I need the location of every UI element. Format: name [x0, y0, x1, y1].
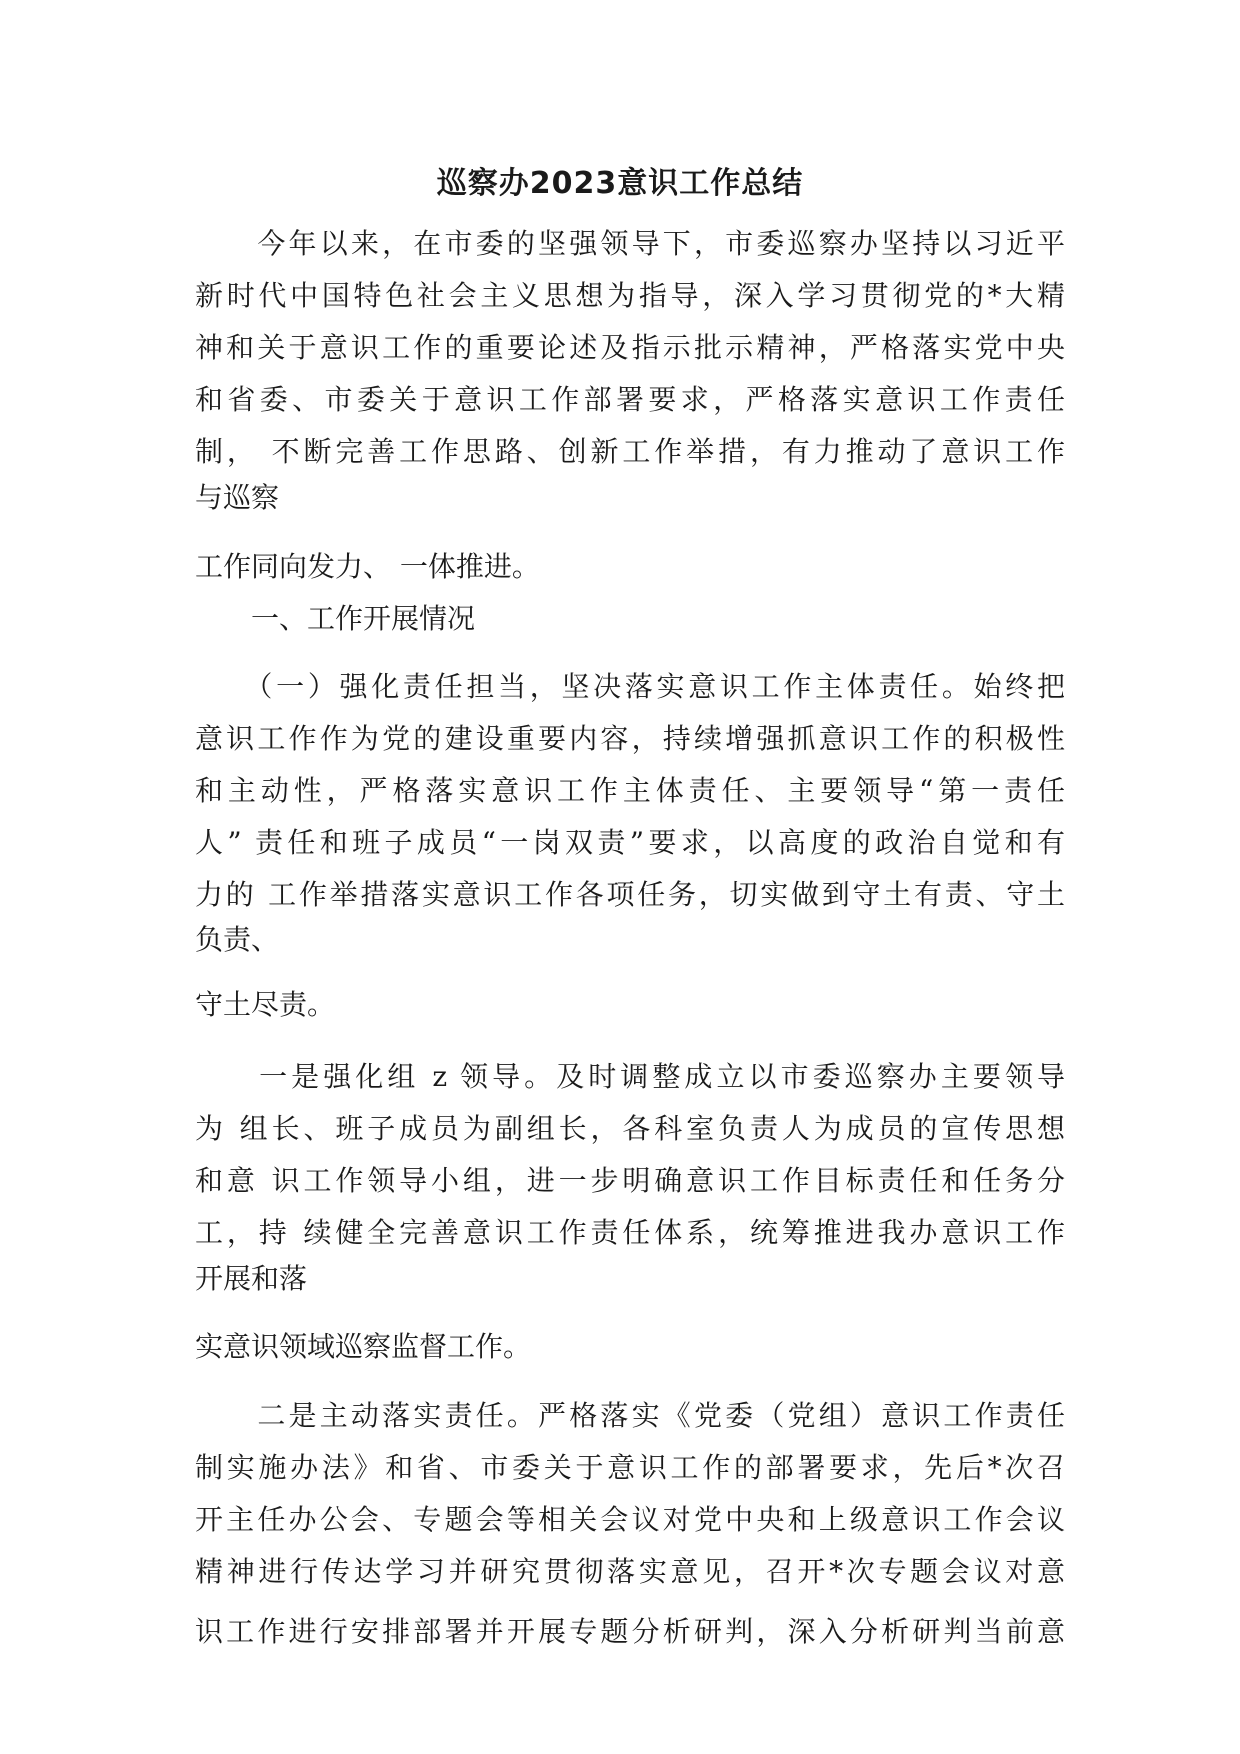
paragraph-line: 人” 责任和班子成员“一岗双责”要求，以高度的政治自觉和有 — [195, 826, 1065, 859]
paragraph-line: 力的 工作举措落实意识工作各项任务，切实做到守土有责、守土 — [195, 878, 1065, 911]
paragraph-line: 开主任办公会、专题会等相关会议对党中央和上级意识工作会议 — [195, 1503, 1065, 1536]
paragraph-line: 和省委、市委关于意识工作部署要求，严格落实意识工作责任 — [195, 383, 1065, 416]
paragraph-line: 开展和落 — [195, 1262, 308, 1295]
paragraph-line: 和意 识工作领导小组，进一步明确意识工作目标责任和任务分 — [195, 1164, 1065, 1197]
paragraph-line: 为 组长、班子成员为副组长，各科室负责人为成员的宣传思想 — [195, 1112, 1065, 1145]
paragraph-line: 实意识领域巡察监督工作。 — [195, 1330, 532, 1363]
paragraph-line: （一）强化责任担当，坚决落实意识工作主体责任。始终把 — [195, 670, 1065, 703]
paragraph-line: 制， 不断完善工作思路、创新工作举措，有力推动了意识工作 — [195, 435, 1065, 468]
paragraph-line: 神和关于意识工作的重要论述及指示批示精神，严格落实党中央 — [195, 331, 1065, 364]
paragraph-line: 工作同向发力、 一体推进。 — [195, 550, 540, 583]
paragraph-line: 新时代中国特色社会主义思想为指导，深入学习贯彻党的*大精 — [195, 279, 1065, 312]
paragraph-line: 今年以来，在市委的坚强领导下，市委巡察办坚持以习近平 — [195, 227, 1065, 260]
paragraph-line: 和主动性，严格落实意识工作主体责任、主要领导“第一责任 — [195, 774, 1065, 807]
document-title: 巡察办2023意识工作总结 — [436, 166, 804, 201]
paragraph-line: 守土尽责。 — [195, 988, 336, 1021]
paragraph-line: 与巡察 — [195, 481, 280, 514]
paragraph-line: 负责、 — [195, 923, 280, 956]
paragraph-line: 工，持 续健全完善意识工作责任体系，统筹推进我办意识工作 — [195, 1216, 1065, 1249]
paragraph-line: 制实施办法》和省、市委关于意识工作的部署要求，先后*次召 — [195, 1451, 1065, 1484]
paragraph-line: 二是主动落实责任。严格落实《党委（党组）意识工作责任 — [195, 1399, 1065, 1432]
paragraph-line: 意识工作作为党的建设重要内容，持续增强抓意识工作的积极性 — [195, 722, 1065, 755]
paragraph-line: 精神进行传达学习并研究贯彻落实意见，召开*次专题会议对意 — [195, 1555, 1065, 1588]
paragraph-line: 识工作进行安排部署并开展专题分析研判，深入分析研判当前意 — [195, 1615, 1065, 1648]
section-heading: 一、工作开展情况 — [195, 602, 476, 635]
paragraph-line: 一是强化组 z 领导。及时调整成立以市委巡察办主要领导 — [195, 1060, 1065, 1093]
